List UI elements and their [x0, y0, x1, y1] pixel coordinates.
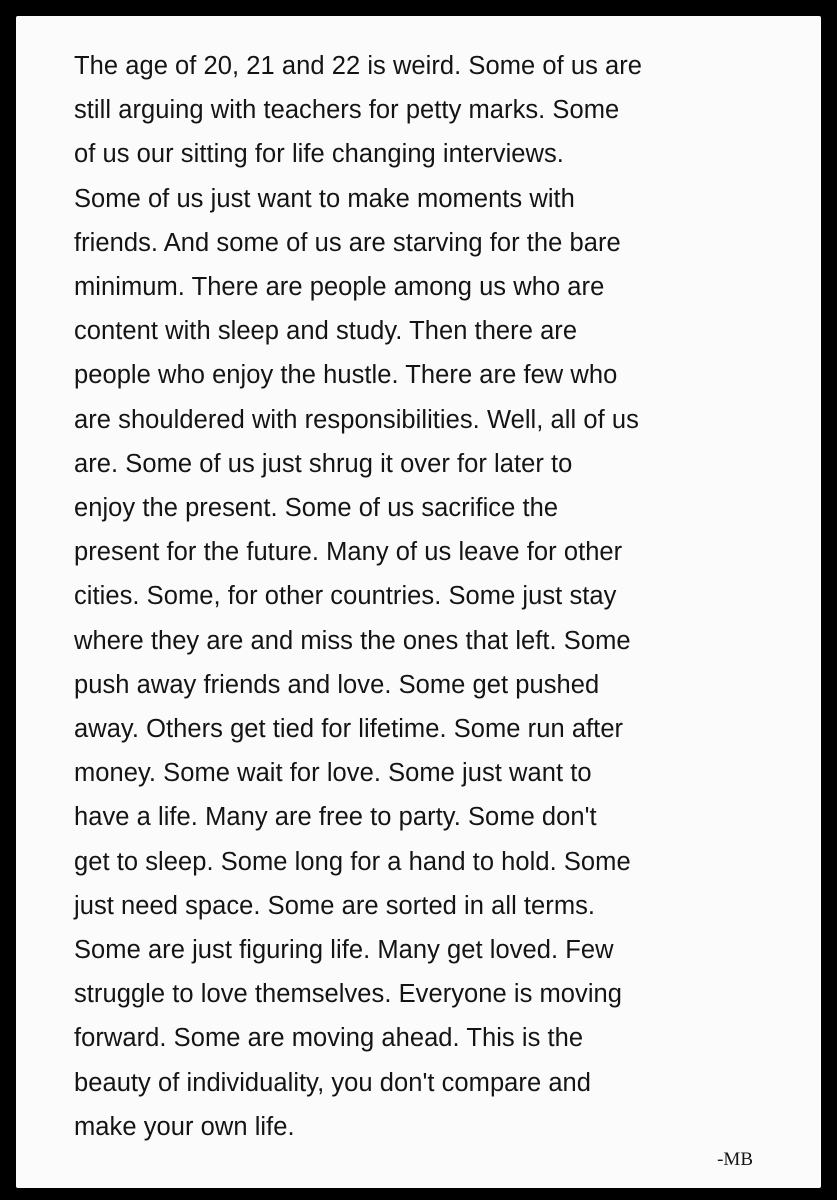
text-line: away. Others get tied for lifetime. Some run after [74, 715, 624, 744]
text-line: minimum. There are people among us who are [74, 273, 605, 302]
text-line: present for the future. Many of us leave for other [74, 538, 623, 567]
text-line: where they are and miss the ones that left. Some [74, 626, 631, 655]
author-signature: -MB [717, 1149, 753, 1170]
text-line: have a life. Many are free to party. Some don't [74, 803, 597, 832]
text-line: Some of us just want to make moments with [74, 184, 575, 213]
text-line: friends. And some of us are starving for the bare [74, 228, 621, 257]
text-line: make your own life. [74, 1112, 295, 1141]
body-text [74, 44, 774, 1149]
text-line: money. Some wait for love. Some just want to [74, 759, 592, 788]
text-line: get to sleep. Some long for a hand to hold. Some [74, 847, 631, 876]
text-line: of us our sitting for life changing interviews. [74, 140, 564, 169]
text-line: beauty of individuality, you don't compare and [74, 1068, 592, 1097]
text-line: The age of 20, 21 and 22 is weird. Some of us are [74, 52, 643, 80]
text-line: content with sleep and study. Then there are [74, 317, 578, 346]
text-line: just need space. Some are sorted in all terms. [74, 891, 596, 920]
text-line: are. Some of us just shrug it over for later to [74, 449, 573, 478]
text-line: push away friends and love. Some get pushed [74, 670, 600, 699]
text-line: Some are just figuring life. Many get loved. Few [74, 936, 614, 965]
document-page [16, 16, 821, 1188]
text-line: still arguing with teachers for petty marks. Some [74, 96, 620, 125]
text-line: are shouldered with responsibilities. Well, all of us [74, 405, 639, 434]
text-line: enjoy the present. Some of us sacrifice the [74, 494, 559, 523]
text-line: cities. Some, for other countries. Some just stay [74, 582, 617, 611]
text-line: people who enjoy the hustle. There are few who [74, 361, 618, 390]
text-line: struggle to love themselves. Everyone is moving [74, 980, 623, 1009]
text-line: forward. Some are moving ahead. This is the [74, 1024, 584, 1053]
